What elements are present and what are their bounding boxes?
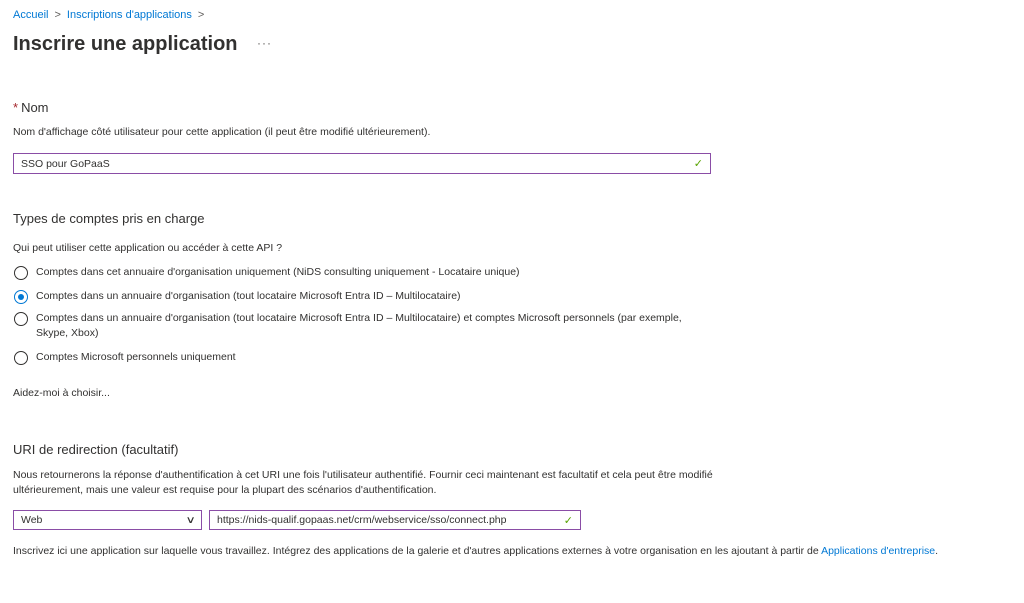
radio-option-single-tenant[interactable] bbox=[14, 265, 714, 280]
redirect-description: Nous retournerons la réponse d'authentification à cet URI une fois l'utilisateur authentifié. Fournir ceci maintenant est facultatif et cela peut être modifié ultérieurement, mais une valeur est requise pour la plupart des scénarios d'authentification. bbox=[13, 469, 713, 496]
chevron-down-icon: ∨ bbox=[185, 514, 196, 526]
breadcrumb-home[interactable]: Accueil bbox=[13, 9, 49, 21]
radio-label: Comptes dans un annuaire d'organisation (tout locataire Microsoft Entra ID – Multilocataire) et comptes Microsoft personnels (par exemple, Skype, Xbox) bbox=[36, 312, 682, 339]
name-input[interactable] bbox=[13, 153, 711, 174]
footer-end: . bbox=[935, 545, 939, 557]
name-section-title bbox=[13, 100, 49, 115]
breadcrumb-app-registrations[interactable]: Inscriptions d'applications bbox=[66, 9, 192, 21]
platform-select-value: Web bbox=[21, 514, 43, 526]
account-types-question: Qui peut utiliser cette application ou accéder à cette API ? bbox=[13, 242, 283, 254]
name-label: Nom bbox=[21, 100, 49, 115]
enterprise-apps-link[interactable]: Applications d'entreprise bbox=[821, 545, 936, 557]
page-title: Inscrire une application bbox=[13, 33, 238, 55]
breadcrumb bbox=[13, 9, 204, 21]
redirect-uri-value: https://nids-qualif.gopaas.net/crm/webservice/sso/connect.php bbox=[217, 514, 507, 526]
radio-button[interactable] bbox=[14, 266, 28, 280]
more-options-button[interactable]: ··· bbox=[257, 36, 272, 50]
redirect-uri-input[interactable] bbox=[209, 510, 581, 530]
radio-option-personal-only[interactable] bbox=[14, 350, 714, 365]
radio-label: Comptes Microsoft personnels uniquement bbox=[36, 351, 236, 363]
checkmark-icon: ✓ bbox=[693, 158, 703, 170]
account-types-title: Types de comptes pris en charge bbox=[13, 211, 205, 226]
help-choose-link[interactable]: Aidez-moi à choisir... bbox=[13, 387, 110, 399]
chevron-right-icon: > bbox=[54, 9, 61, 21]
radio-option-multi-tenant[interactable] bbox=[14, 289, 714, 304]
radio-button[interactable] bbox=[14, 312, 28, 326]
name-description: Nom d'affichage côté utilisateur pour cette application (il peut être modifié ultérieurement). bbox=[13, 126, 431, 138]
platform-select[interactable] bbox=[13, 510, 202, 530]
footer-note bbox=[13, 544, 1023, 559]
radio-label: Comptes dans cet annuaire d'organisation uniquement (NiDS consulting uniquement - Locataire unique) bbox=[36, 266, 520, 278]
checkmark-icon: ✓ bbox=[563, 514, 573, 527]
radio-button-selected[interactable] bbox=[14, 290, 28, 304]
name-input-value: SSO pour GoPaaS bbox=[21, 157, 110, 170]
footer-text: Inscrivez ici une application sur laquelle vous travaillez. Intégrez des applications de la galerie et d'autres applications externes à votre organisation en les ajoutant à partir de bbox=[13, 545, 819, 557]
radio-option-multi-tenant-personal[interactable] bbox=[14, 311, 704, 341]
radio-button[interactable] bbox=[14, 351, 28, 365]
redirect-title: URI de redirection (facultatif) bbox=[13, 442, 179, 457]
radio-label: Comptes dans un annuaire d'organisation (tout locataire Microsoft Entra ID – Multilocataire) bbox=[36, 290, 461, 302]
chevron-right-icon: > bbox=[197, 9, 205, 21]
required-marker: * bbox=[13, 100, 19, 115]
